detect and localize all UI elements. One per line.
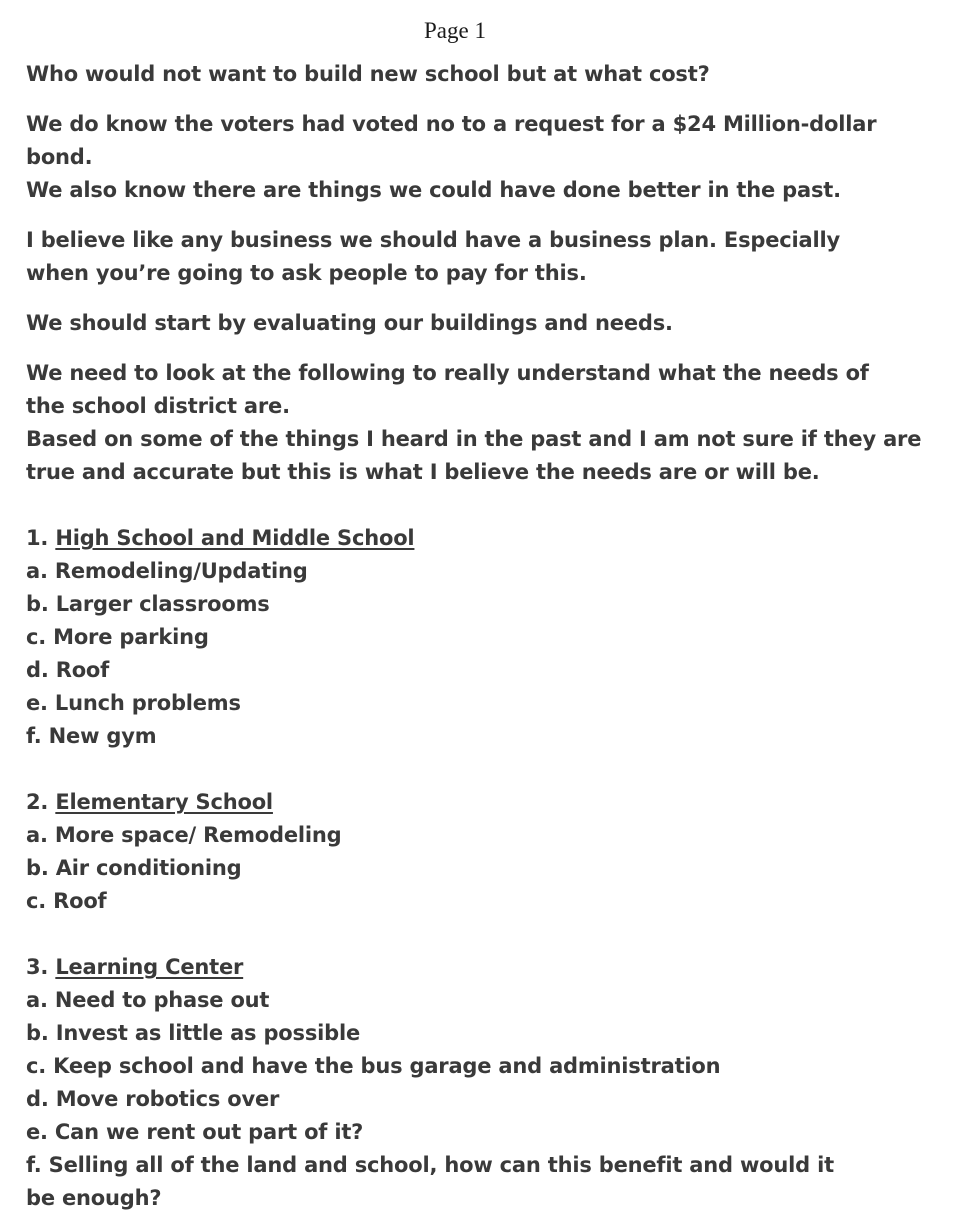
- document-body: [26, 58, 936, 1215]
- based-sentence: Based on some of the things I heard in the past and I am not sure if they are true and accurate but this is what I believe the needs are or will be.: [26, 427, 922, 484]
- section-heading: [26, 786, 936, 819]
- list-item: b. Invest as little as possible: [26, 1021, 360, 1045]
- section-number: 2.: [26, 790, 49, 814]
- bond-sentence: We do know the voters had voted no to a request for a $24 Million-dollar bond.: [26, 112, 877, 169]
- list-item: b. Larger classrooms: [26, 592, 270, 616]
- list-item: e. Can we rent out part of it?: [26, 1120, 364, 1144]
- list-item: c. More parking: [26, 625, 209, 649]
- section-high-middle-school: [26, 522, 936, 753]
- page-number: Page 1: [424, 18, 486, 43]
- section-elementary-school: [26, 786, 936, 918]
- section-title: Learning Center: [55, 955, 244, 979]
- list-item: d. Move robotics over: [26, 1087, 280, 1111]
- list-item: a. More space/ Remodeling: [26, 823, 342, 847]
- section-heading: [26, 522, 936, 555]
- needs-sentence: We need to look at the following to really understand what the needs of the school district are.: [26, 361, 869, 418]
- list-item: c. Keep school and have the bus garage and administration: [26, 1054, 721, 1078]
- list-item: f. New gym: [26, 724, 157, 748]
- section-learning-center: [26, 951, 936, 1215]
- needs-paragraph: [26, 357, 926, 489]
- past-sentence: We also know there are things we could have done better in the past.: [26, 178, 841, 202]
- section-number: 3.: [26, 955, 49, 979]
- list-item: e. Lunch problems: [26, 691, 241, 715]
- section-title: Elementary School: [55, 790, 273, 814]
- bond-paragraph: [26, 108, 936, 207]
- list-item: c. Roof: [26, 889, 107, 913]
- section-heading: [26, 951, 936, 984]
- section-number: 1.: [26, 526, 49, 550]
- list-item: a. Remodeling/Updating: [26, 559, 308, 583]
- evaluate-paragraph: We should start by evaluating our buildings and needs.: [26, 311, 673, 335]
- list-item: b. Air conditioning: [26, 856, 242, 880]
- intro-question: Who would not want to build new school but at what cost?: [26, 62, 710, 86]
- list-item: a. Need to phase out: [26, 988, 270, 1012]
- business-plan-paragraph: I believe like any business we should have a business plan. Especially when you’re going to ask people to pay for this.: [26, 228, 840, 285]
- list-item: d. Roof: [26, 658, 110, 682]
- list-item: f. Selling all of the land and school, how can this benefit and would it be enough?: [26, 1153, 834, 1210]
- section-title: High School and Middle School: [55, 526, 415, 550]
